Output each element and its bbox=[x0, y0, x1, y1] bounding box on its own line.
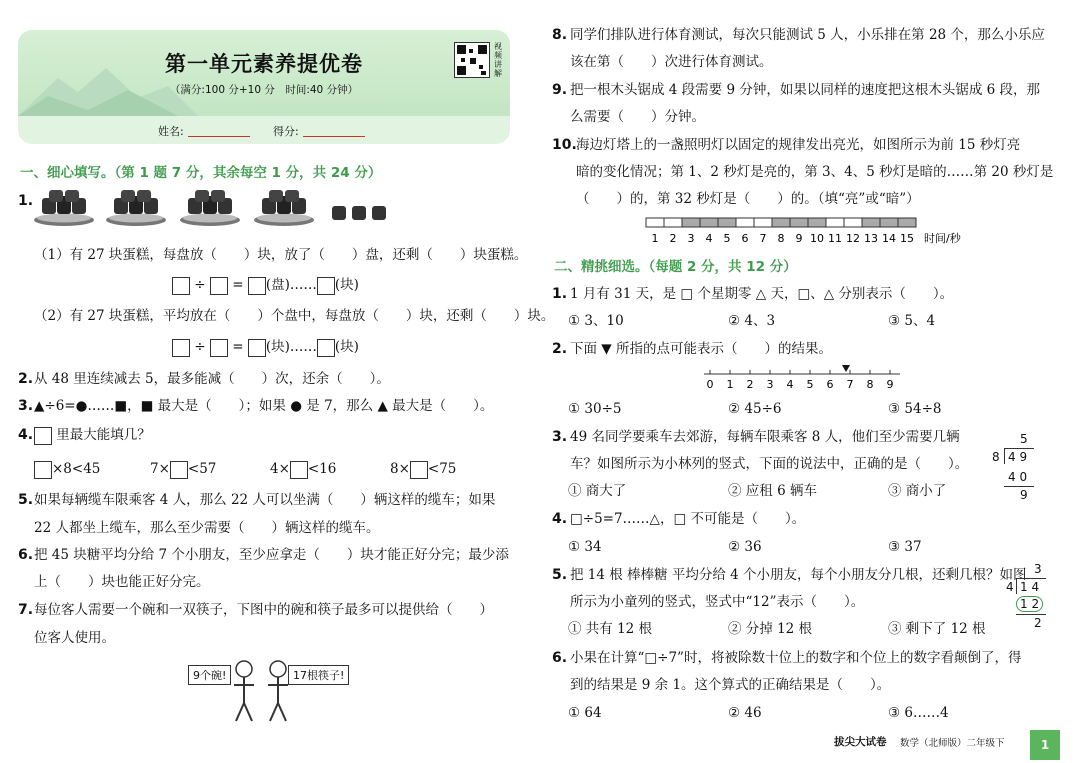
c3-line2: 车？如图所示为小林列的竖式，下面的说法中，正确的是（ ）。 bbox=[570, 456, 969, 472]
page-subtitle: （满分:100 分+10 分 时间:40 分钟） bbox=[169, 84, 359, 96]
q10-number: 10. bbox=[552, 137, 577, 153]
number-line-tick-label: 8 bbox=[866, 378, 874, 391]
c3-number: 3. bbox=[552, 429, 568, 445]
c2-text: 下面 ▼ 所指的点可能表示（ ）的结果。 bbox=[570, 341, 832, 357]
q4-item-a: ×8<45 bbox=[34, 460, 100, 479]
page-number: 1 bbox=[1030, 730, 1060, 760]
answer-box[interactable] bbox=[170, 461, 188, 479]
timeline-tick-label: 15 bbox=[900, 232, 914, 245]
qr-code-icon bbox=[454, 42, 490, 78]
timeline-tick-label: 8 bbox=[777, 232, 785, 245]
answer-box[interactable] bbox=[317, 339, 335, 357]
number-line-tick-label: 3 bbox=[766, 378, 774, 391]
q4-item-c: 4× <16 bbox=[270, 461, 337, 477]
q1-part2-text: （2）有 27 块蛋糕，平均放在（ ）个盘中，每盘放（ ）块，还剩（ ）块。 bbox=[34, 308, 555, 324]
c4-option-1[interactable]: ① 34 bbox=[568, 539, 602, 555]
c2-option-2[interactable]: ② 45÷6 bbox=[728, 401, 782, 417]
c2-number: 2. bbox=[552, 341, 568, 357]
q7-number: 7. bbox=[18, 602, 34, 618]
q7-line1: 每位客人需要一个碗和一双筷子，下图中的碗和筷子最多可以提供给（ ） bbox=[34, 602, 493, 618]
c5-line2: 所示为小童列的竖式，竖式中“12”表示（ ）。 bbox=[570, 594, 865, 610]
timeline-cell bbox=[718, 218, 736, 227]
timeline-cell bbox=[736, 218, 754, 227]
answer-box[interactable] bbox=[248, 339, 266, 357]
answer-box[interactable] bbox=[410, 461, 428, 479]
timeline-tick-label: 10 bbox=[810, 232, 824, 245]
timeline-tick-label: 4 bbox=[705, 232, 713, 245]
c3-option-2[interactable]: ② 应租 6 辆车 bbox=[728, 483, 817, 499]
c1-text: 1 月有 31 天，是 □ 个星期零 △ 天，□、△ 分别表示（ ）。 bbox=[570, 286, 954, 302]
cake-plates-illustration bbox=[34, 186, 404, 228]
c5-option-3[interactable]: ③ 剩下了 12 根 bbox=[888, 621, 986, 637]
number-line-tick-label: 7 bbox=[846, 378, 854, 391]
answer-box[interactable] bbox=[290, 461, 308, 479]
answer-box[interactable] bbox=[34, 427, 52, 445]
timeline-tick-label: 14 bbox=[882, 232, 896, 245]
name-label: 姓名: bbox=[158, 125, 184, 138]
timeline-cell bbox=[754, 218, 772, 227]
q8-line2: 该在第（ ）次进行体育测试。 bbox=[570, 54, 773, 70]
timeline-tick-label: 6 bbox=[741, 232, 749, 245]
qr-label: 视频讲解 bbox=[494, 42, 502, 78]
timeline-tick-label: 3 bbox=[687, 232, 695, 245]
timeline-cell bbox=[682, 218, 700, 227]
timeline-tick-label: 13 bbox=[864, 232, 878, 245]
c3-option-3[interactable]: ③ 商小了 bbox=[888, 483, 947, 499]
q9-line2: 么需要（ ）分钟。 bbox=[570, 109, 705, 125]
q4-text: 里最大能填几？ bbox=[34, 426, 151, 445]
answer-box[interactable] bbox=[172, 277, 190, 295]
c5-option-2[interactable]: ② 分掉 12 根 bbox=[728, 621, 813, 637]
answer-box[interactable] bbox=[210, 339, 228, 357]
q5-line1: 如果每辆缆车限乘客 4 人，那么 22 人可以坐满（ ）辆这样的缆车；如果 bbox=[34, 492, 496, 508]
timeline-tick-label: 9 bbox=[795, 232, 803, 245]
q4-number: 4. bbox=[18, 427, 34, 443]
c1-option-1[interactable]: ① 3、10 bbox=[568, 313, 624, 329]
number-line-tick-label: 5 bbox=[806, 378, 814, 391]
answer-box[interactable] bbox=[248, 277, 266, 295]
score-label: 得分: bbox=[273, 125, 299, 138]
c6-option-3[interactable]: ③ 6……4 bbox=[888, 705, 949, 721]
c5-long-division: 3 4 1 4 1 2 2 bbox=[1004, 562, 1050, 632]
header-banner bbox=[18, 30, 510, 116]
footer-brand: 拔尖大试卷 bbox=[834, 736, 887, 748]
c6-option-1[interactable]: ① 64 bbox=[568, 705, 602, 721]
speech-bubble-bowls: 9个碗! bbox=[188, 665, 231, 685]
timeline-cell bbox=[862, 218, 880, 227]
light-timeline bbox=[644, 216, 961, 245]
answer-box[interactable] bbox=[317, 277, 335, 295]
score-field[interactable] bbox=[303, 136, 365, 137]
c1-option-3[interactable]: ③ 5、4 bbox=[888, 313, 936, 329]
q6-line2: 上（ ）块也能正好分完。 bbox=[34, 574, 210, 590]
q10-line1: 海边灯塔上的一盏照明灯以固定的规律发出亮光，如图所示为前 15 秒灯亮 bbox=[576, 137, 1021, 153]
c4-option-3[interactable]: ③ 37 bbox=[888, 539, 922, 555]
c6-line1: 小果在计算“□÷7”时，将被除数十位上的数字和个位上的数字看颠倒了，得 bbox=[570, 650, 1022, 666]
section-1-heading: 一、细心填写。（第 1 题 7 分，其余每空 1 分，共 24 分） bbox=[20, 165, 382, 181]
q10-line3: （ ）的，第 32 秒灯是（ ）的。（填“亮”或“暗”） bbox=[576, 191, 920, 207]
q1-part2-formula: ÷ = (块)…… (块) bbox=[172, 338, 359, 357]
people-illustration bbox=[226, 655, 296, 725]
speech-bubble-chopsticks: 17根筷子! bbox=[288, 665, 349, 685]
c1-option-2[interactable]: ② 4、3 bbox=[728, 313, 776, 329]
timeline-cell bbox=[880, 218, 898, 227]
c5-option-1[interactable]: ① 共有 12 根 bbox=[568, 621, 653, 637]
footer-info: 数学（北师版）二年级下 bbox=[900, 738, 1005, 749]
timeline-cell bbox=[808, 218, 826, 227]
c3-line1: 49 名同学要乘车去郊游，每辆车限乘客 8 人，他们至少需要几辆 bbox=[570, 429, 960, 445]
page-title: 第一单元素养提优卷 bbox=[165, 51, 363, 76]
q5-number: 5. bbox=[18, 492, 34, 508]
c5-line1: 把 14 根 棒棒糖 平均分给 4 个小朋友，每个小朋友分几根，还剩几根？如图 bbox=[570, 567, 1027, 583]
q3-text: ▲÷6=●……■，■ 最大是（ ）；如果 ● 是 7，那么 ▲ 最大是（ ）。 bbox=[34, 398, 494, 414]
number-line-tick-label: 1 bbox=[726, 378, 734, 391]
q9-number: 9. bbox=[552, 82, 568, 98]
answer-box[interactable] bbox=[210, 277, 228, 295]
c5-number: 5. bbox=[552, 567, 568, 583]
c4-number: 4. bbox=[552, 511, 568, 527]
answer-box[interactable] bbox=[34, 461, 52, 479]
timeline-tick-label: 7 bbox=[759, 232, 767, 245]
number-line bbox=[700, 364, 910, 390]
timeline-tick-label: 12 bbox=[846, 232, 860, 245]
c6-option-2[interactable]: ② 46 bbox=[728, 705, 762, 721]
q3-number: 3. bbox=[18, 398, 34, 414]
timeline-cell bbox=[664, 218, 682, 227]
q6-line1: 把 45 块糖平均分给 7 个小朋友，至少应拿走（ ）块才能正好分完；最少添 bbox=[34, 547, 509, 563]
number-line-tick-label: 2 bbox=[746, 378, 754, 391]
c4-text: □÷5=7……△，□ 不可能是（ ）。 bbox=[570, 511, 806, 527]
number-line-tick-label: 4 bbox=[786, 378, 794, 391]
c2-option-1[interactable]: ① 30÷5 bbox=[568, 401, 622, 417]
q1-part1-formula: ÷ = (盘)…… (块) bbox=[172, 276, 359, 295]
section-2-heading: 二、精挑细选。（每题 2 分，共 12 分） bbox=[554, 259, 797, 275]
q8-number: 8. bbox=[552, 27, 568, 43]
timeline-tick-label: 5 bbox=[723, 232, 731, 245]
number-line-tick-label: 9 bbox=[886, 378, 894, 391]
number-line-tick-label: 6 bbox=[826, 378, 834, 391]
c3-option-1[interactable]: ① 商大了 bbox=[568, 483, 627, 499]
c1-number: 1. bbox=[552, 286, 568, 302]
timeline-cell bbox=[844, 218, 862, 227]
q2-text: 从 48 里连续减去 5，最多能减（ ）次，还余（ ）。 bbox=[34, 371, 390, 387]
timeline-tick-label: 1 bbox=[651, 232, 659, 245]
c4-option-2[interactable]: ② 36 bbox=[728, 539, 762, 555]
pointer-triangle-icon bbox=[842, 365, 850, 372]
c6-number: 6. bbox=[552, 650, 568, 666]
timeline-unit-label: 时间/秒 bbox=[924, 232, 961, 245]
timeline-cell bbox=[898, 218, 916, 227]
q4-item-b: 7× <57 bbox=[150, 461, 217, 477]
q6-number: 6. bbox=[18, 547, 34, 563]
number-line-tick-label: 0 bbox=[706, 378, 714, 391]
q1-part1-text: （1）有 27 块蛋糕，每盘放（ ）块，放了（ ）盘，还剩（ ）块蛋糕。 bbox=[34, 247, 528, 263]
c6-line2: 到的结果是 9 余 1。这个算式的正确结果是（ ）。 bbox=[570, 677, 891, 693]
timeline-cell bbox=[772, 218, 790, 227]
timeline-cell bbox=[646, 218, 664, 227]
q9-line1: 把一根木头锯成 4 段需要 9 分钟，如果以同样的速度把这根木头锯成 6 段，那 bbox=[570, 82, 1041, 98]
q2-number: 2. bbox=[18, 371, 34, 387]
q1-number: 1. bbox=[18, 193, 34, 209]
name-score-bar bbox=[18, 116, 510, 144]
q7-line2: 位客人使用。 bbox=[34, 630, 115, 646]
timeline-cell bbox=[700, 218, 718, 227]
timeline-cell bbox=[826, 218, 844, 227]
name-field[interactable] bbox=[188, 136, 250, 137]
timeline-tick-label: 11 bbox=[828, 232, 842, 245]
c2-option-3[interactable]: ③ 54÷8 bbox=[888, 401, 942, 417]
timeline-tick-label: 2 bbox=[669, 232, 677, 245]
timeline-cell bbox=[790, 218, 808, 227]
answer-box[interactable] bbox=[172, 339, 190, 357]
q4-item-d: 8× <75 bbox=[390, 461, 457, 477]
q5-line2: 22 人都坐上缆车，那么至少需要（ ）辆这样的缆车。 bbox=[34, 520, 380, 536]
q8-line1: 同学们排队进行体育测试，每次只能测试 5 人，小乐排在第 28 个，那么小乐应 bbox=[570, 27, 1045, 43]
c3-long-division: 5 8 4 9 4 0 9 bbox=[990, 432, 1040, 504]
q10-line2: 暗的变化情况；第 1、2 秒灯是亮的，第 3、4、5 秒灯是暗的……第 20 秒灯是 bbox=[576, 164, 1054, 180]
